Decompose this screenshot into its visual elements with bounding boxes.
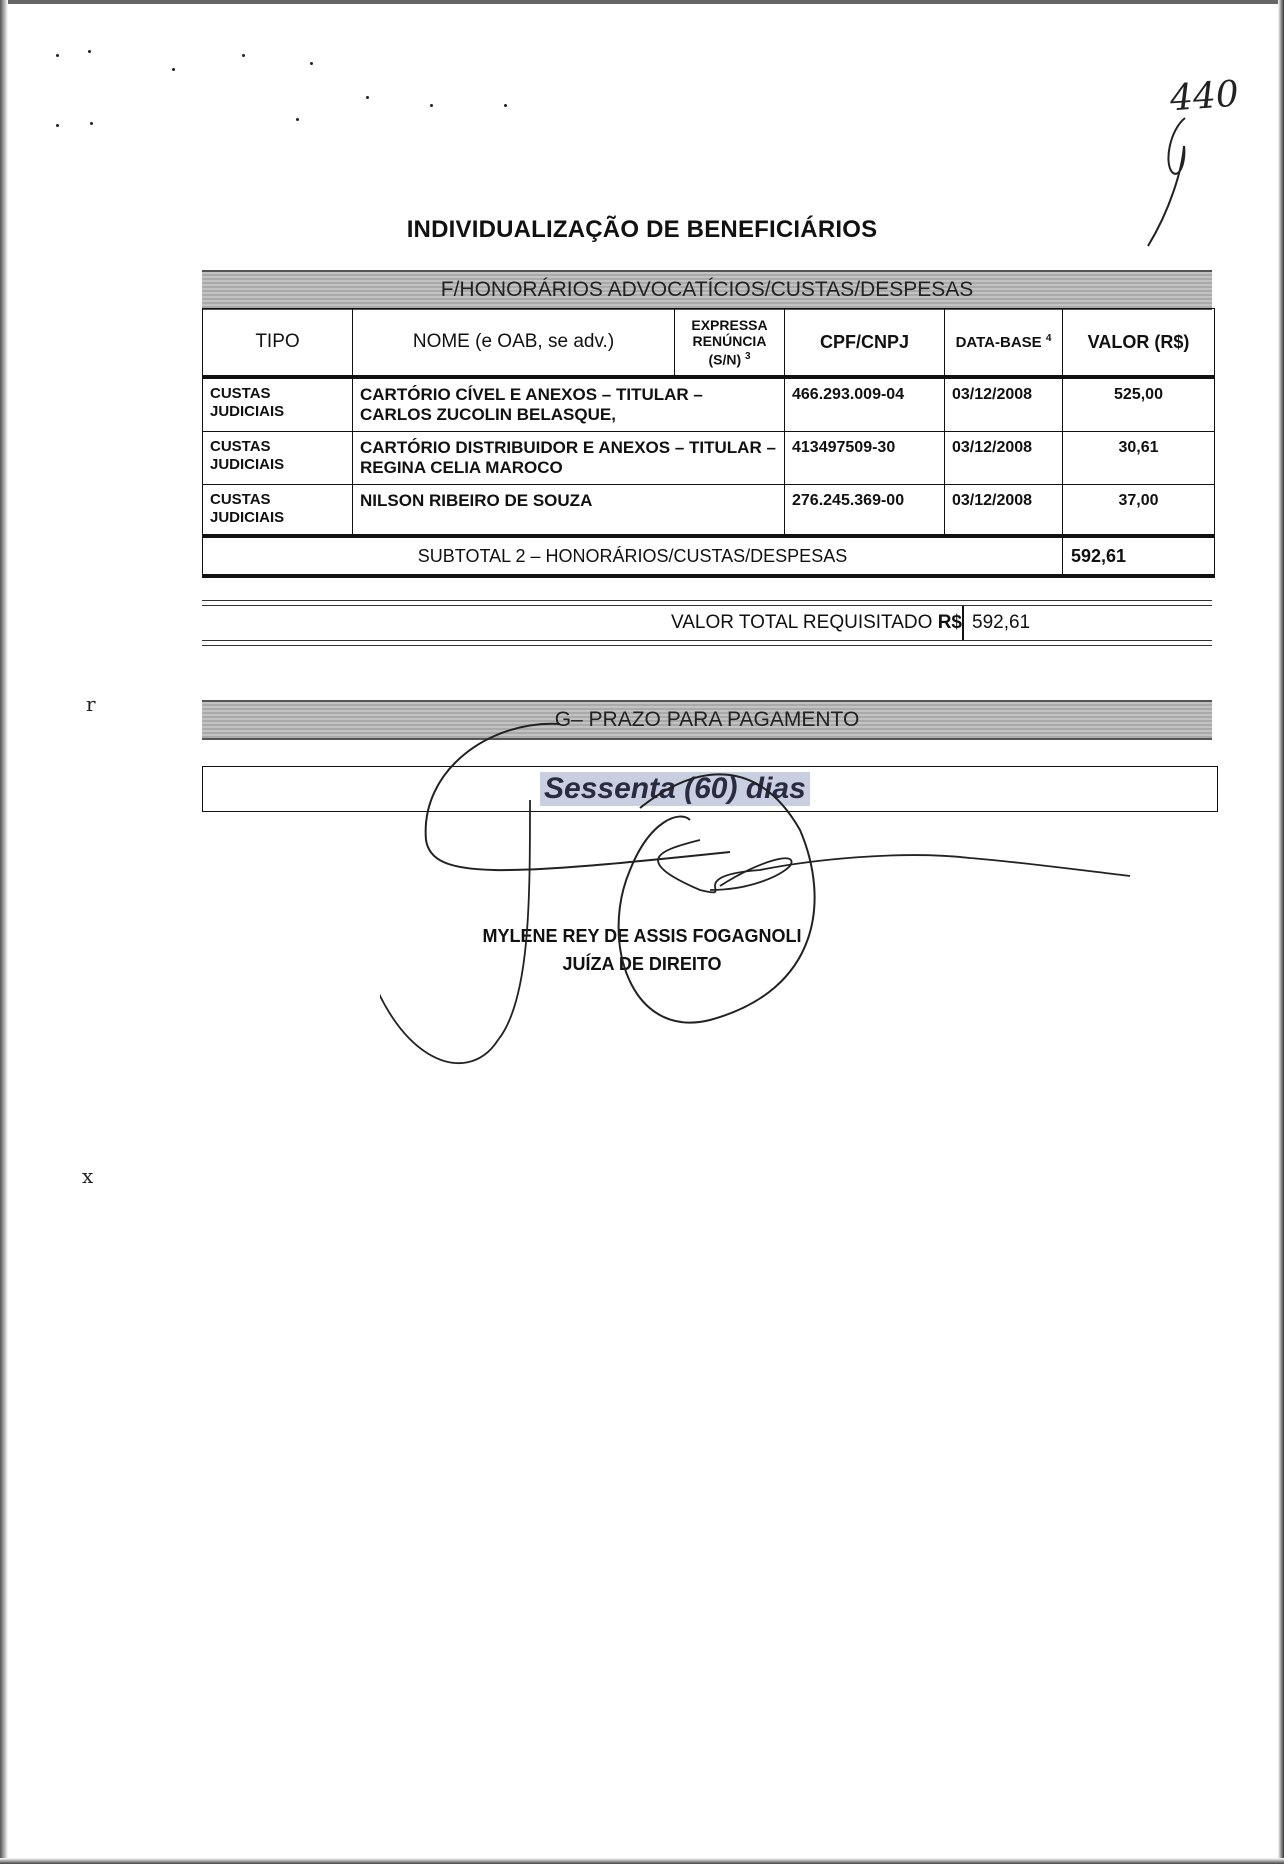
column-header-tipo: TIPO	[203, 309, 353, 378]
total-label: VALOR TOTAL REQUISITADO	[670, 612, 933, 633]
cell-nome: CARTÓRIO CÍVEL E ANEXOS – TITULAR – CARLOS ZUCOLIN BELASQUE,	[353, 377, 785, 432]
cell-valor: 37,00	[1063, 485, 1215, 538]
column-header-data-base-label: DATA-BASE	[955, 334, 1042, 351]
handwritten-page-number: 440	[1168, 73, 1241, 120]
margin-mark: r	[86, 692, 96, 716]
table-row	[203, 432, 1215, 485]
column-header-valor: VALOR (R$)	[1063, 309, 1215, 378]
footnote-ref: 3	[745, 350, 751, 362]
section-f-heading: F/HONORÁRIOS ADVOCATÍCIOS/CUSTAS/DESPESAS	[202, 270, 1212, 310]
total-rule-bottom	[202, 640, 1212, 646]
subtotal-label: SUBTOTAL 2 – HONORÁRIOS/CUSTAS/DESPESAS	[203, 536, 1063, 576]
beneficiaries-table	[202, 308, 1215, 538]
cell-data-base: 03/12/2008	[945, 432, 1063, 485]
signer-name: MYLENE REY DE ASSIS FOGAGNOLI	[482, 926, 802, 946]
scan-speck	[296, 118, 299, 121]
scan-speck	[430, 104, 433, 107]
subtotal-row	[203, 536, 1215, 576]
scan-speck	[504, 104, 507, 107]
cell-tipo: CUSTAS JUDICIAIS	[203, 485, 353, 538]
scan-speck	[242, 54, 245, 57]
cell-tipo: CUSTAS JUDICIAIS	[203, 432, 353, 485]
column-header-nome: NOME (e OAB, se adv.)	[353, 309, 675, 378]
table-row	[203, 377, 1215, 432]
cell-valor: 525,00	[1063, 377, 1215, 432]
column-header-cpf: CPF/CNPJ	[785, 309, 945, 378]
cell-nome: NILSON RIBEIRO DE SOUZA	[353, 485, 785, 538]
footnote-ref: 4	[1045, 333, 1052, 344]
scan-edge-bottom	[0, 1858, 1284, 1864]
cell-valor: 30,61	[1063, 432, 1215, 485]
scan-speck	[56, 124, 59, 127]
table-header-row	[203, 309, 1215, 378]
subtotal-value: 592,61	[1063, 536, 1215, 576]
scan-speck	[366, 96, 369, 99]
scan-edge-top	[0, 0, 1284, 4]
payment-term-value: Sessenta (60) dias	[540, 772, 810, 806]
scan-speck	[88, 50, 91, 53]
total-value: 592,61	[972, 612, 1031, 633]
document-title: INDIVIDUALIZAÇÃO DE BENEFICIÁRIOS	[406, 216, 878, 243]
column-header-renuncia	[675, 309, 785, 378]
handwritten-signature	[380, 700, 1140, 1100]
total-currency: R$	[937, 612, 962, 633]
cell-nome: CARTÓRIO DISTRIBUIDOR E ANEXOS – TITULAR – REGINA CELIA MAROCO	[353, 432, 785, 485]
scan-speck	[90, 122, 93, 125]
total-divider	[962, 606, 964, 640]
cell-cpf: 413497509-30	[785, 432, 945, 485]
cell-cpf: 466.293.009-04	[785, 377, 945, 432]
column-header-renuncia-label: EXPRESSA RENÚNCIA (S/N)	[691, 316, 768, 368]
total-row	[202, 606, 1212, 640]
cell-tipo: CUSTAS JUDICIAIS	[203, 377, 353, 432]
scan-speck	[56, 54, 59, 57]
subtotal-table	[202, 534, 1215, 578]
scan-speck	[172, 68, 175, 71]
column-header-data-base	[945, 309, 1063, 378]
signer-role: JUÍZA DE DIREITO	[562, 954, 722, 974]
cell-data-base: 03/12/2008	[945, 377, 1063, 432]
margin-mark: x	[82, 1164, 94, 1188]
cell-cpf: 276.245.369-00	[785, 485, 945, 538]
section-g-heading: G– PRAZO PARA PAGAMENTO	[202, 700, 1212, 740]
scan-speck	[310, 62, 313, 65]
cell-data-base: 03/12/2008	[945, 485, 1063, 538]
table-row	[203, 485, 1215, 538]
total-label-group	[671, 612, 962, 634]
